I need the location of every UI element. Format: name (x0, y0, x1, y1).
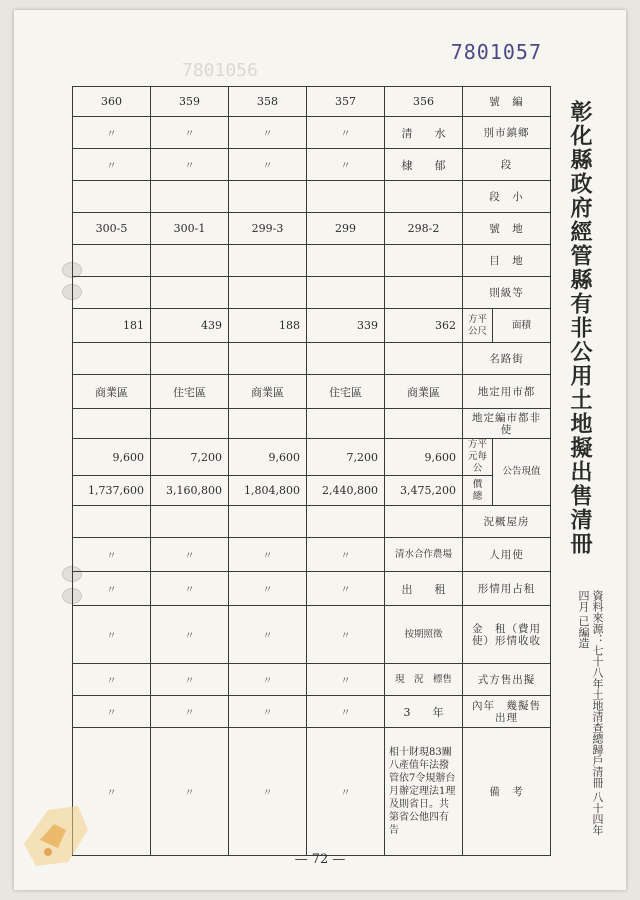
row-nonurban-zone (73, 409, 551, 439)
label-area-unit: 方平公尺 (463, 309, 493, 343)
cell-lot: 299-3 (229, 213, 307, 245)
row-subsection (73, 181, 551, 213)
cell-total-price: 1,804,800 (229, 476, 307, 506)
label-township: 別市鎮鄉 (463, 117, 551, 149)
label-price-unit: 方平元每公 (463, 439, 493, 476)
source-extra: 已編造 (577, 615, 590, 649)
label-user: 人用使 (463, 538, 551, 572)
label-rental: 形情用占租 (463, 572, 551, 606)
cell-sale-years: 〃 (73, 696, 151, 728)
row-section (73, 149, 551, 181)
cell-township: 〃 (307, 117, 385, 149)
label-rent-collect: 金 租（費用使）形情收收 (463, 606, 551, 664)
cell-total-price: 2,440,800 (307, 476, 385, 506)
source-note (564, 590, 604, 840)
cell-use-zone: 住宅區 (307, 375, 385, 409)
cell-serial: 358 (229, 87, 307, 117)
cell-serial: 356 (385, 87, 463, 117)
row-grade (73, 277, 551, 309)
cell-price-per-m2: 9,600 (73, 439, 151, 476)
source-main: 資料來源：七十八年土地清查總歸戶清冊 (591, 590, 604, 788)
row-user (73, 538, 551, 572)
row-total-price (73, 476, 551, 506)
cell-area: 181 (73, 309, 151, 343)
cell-total-price: 1,737,600 (73, 476, 151, 506)
cell-rental: 〃 (73, 572, 151, 606)
label-subsection: 段 小 (463, 181, 551, 213)
cell-sale-years: 3 年 (385, 696, 463, 728)
cell-rent-collect: 〃 (151, 606, 229, 664)
cell-total-price: 3,160,800 (151, 476, 229, 506)
source-date: 八十四年四月 (577, 590, 604, 836)
cell-serial: 357 (307, 87, 385, 117)
row-price-per-m2 (73, 439, 551, 476)
cell-user: 〃 (229, 538, 307, 572)
cell-lot: 299 (307, 213, 385, 245)
row-building (73, 506, 551, 538)
row-township (73, 117, 551, 149)
cell-section: 〃 (229, 149, 307, 181)
label-building: 況概屋房 (463, 506, 551, 538)
cell-remarks: 〃 (73, 728, 151, 856)
cell-sale-method: 〃 (307, 664, 385, 696)
cell-section: 〃 (73, 149, 151, 181)
cell-remarks: 相十財現83關八產值年法撥管依7令規辦台月辦定理法1理及則省日。共第省公他四有告 (385, 728, 463, 856)
label-area-group: 面積 (493, 309, 551, 343)
row-rental (73, 572, 551, 606)
cell-rental: 〃 (307, 572, 385, 606)
cell-area: 188 (229, 309, 307, 343)
row-rent-collect (73, 606, 551, 664)
label-price-group: 公告現值 (493, 439, 551, 506)
cell-area: 362 (385, 309, 463, 343)
cell-township: 〃 (229, 117, 307, 149)
cell-user: 〃 (73, 538, 151, 572)
cell-serial: 360 (73, 87, 151, 117)
label-section: 段 (463, 149, 551, 181)
row-lot (73, 213, 551, 245)
cell-total-price: 3,475,200 (385, 476, 463, 506)
cell-township: 〃 (73, 117, 151, 149)
cell-price-per-m2: 9,600 (229, 439, 307, 476)
row-serial (73, 87, 551, 117)
cell-section: 〃 (307, 149, 385, 181)
row-sale-years (73, 696, 551, 728)
cell-sale-method: 現 況 標售 (385, 664, 463, 696)
cell-user: 〃 (307, 538, 385, 572)
document-title: 彰化縣政府經管縣有非公用土地擬出售清冊 (567, 100, 593, 556)
label-sale-method: 式方售出擬 (463, 664, 551, 696)
cell-township: 清 水 (385, 117, 463, 149)
cell-rental: 出 租 (385, 572, 463, 606)
label-grade: 則級等 (463, 277, 551, 309)
cell-sale-years: 〃 (229, 696, 307, 728)
label-lot: 號 地 (463, 213, 551, 245)
cell-use-zone: 住宅區 (151, 375, 229, 409)
row-remarks (73, 728, 551, 856)
cell-sale-years: 〃 (151, 696, 229, 728)
cell-rent-collect: 〃 (307, 606, 385, 664)
row-land-category (73, 245, 551, 277)
cell-township: 〃 (151, 117, 229, 149)
cell-sale-method: 〃 (73, 664, 151, 696)
cell-section: 棣 郁 (385, 149, 463, 181)
label-total-price: 價 總 (463, 476, 493, 506)
row-area (73, 309, 551, 343)
label-serial: 號 編 (463, 87, 551, 117)
label-remarks: 備 考 (463, 728, 551, 856)
page-number: — 72 — (294, 852, 346, 867)
cell-remarks: 〃 (307, 728, 385, 856)
cell-serial: 359 (151, 87, 229, 117)
cell-rent-collect: 〃 (73, 606, 151, 664)
document-number-stamp: 7801057 (450, 40, 542, 64)
label-nonurban-zone: 地定編市都非使 (463, 409, 551, 439)
cell-rental: 〃 (229, 572, 307, 606)
cell-remarks: 〃 (151, 728, 229, 856)
row-sale-method (73, 664, 551, 696)
archive-logo-icon (18, 800, 94, 870)
cell-sale-method: 〃 (151, 664, 229, 696)
cell-lot: 300-1 (151, 213, 229, 245)
cell-user: 〃 (151, 538, 229, 572)
cell-lot: 298-2 (385, 213, 463, 245)
cell-lot: 300-5 (73, 213, 151, 245)
row-street (73, 343, 551, 375)
row-use-zone (73, 375, 551, 409)
cell-section: 〃 (151, 149, 229, 181)
cell-price-per-m2: 9,600 (385, 439, 463, 476)
label-use-zone: 地定用市都 (463, 375, 551, 409)
cell-user: 清水合作農場 (385, 538, 463, 572)
cell-price-per-m2: 7,200 (151, 439, 229, 476)
land-sale-table (72, 86, 551, 856)
label-street: 名路街 (463, 343, 551, 375)
cell-sale-method: 〃 (229, 664, 307, 696)
cell-use-zone: 商業區 (73, 375, 151, 409)
cell-sale-years: 〃 (307, 696, 385, 728)
cell-rent-collect: 按期照徵 (385, 606, 463, 664)
cell-use-zone: 商業區 (385, 375, 463, 409)
label-sale-years: 內年 幾擬售出理 (463, 696, 551, 728)
cell-price-per-m2: 7,200 (307, 439, 385, 476)
cell-rental: 〃 (151, 572, 229, 606)
label-land-category: 目 地 (463, 245, 551, 277)
cell-remarks: 〃 (229, 728, 307, 856)
cell-rent-collect: 〃 (229, 606, 307, 664)
ghost-document-number: 7801056 (182, 60, 258, 81)
cell-use-zone: 商業區 (229, 375, 307, 409)
cell-area: 439 (151, 309, 229, 343)
cell-area: 339 (307, 309, 385, 343)
